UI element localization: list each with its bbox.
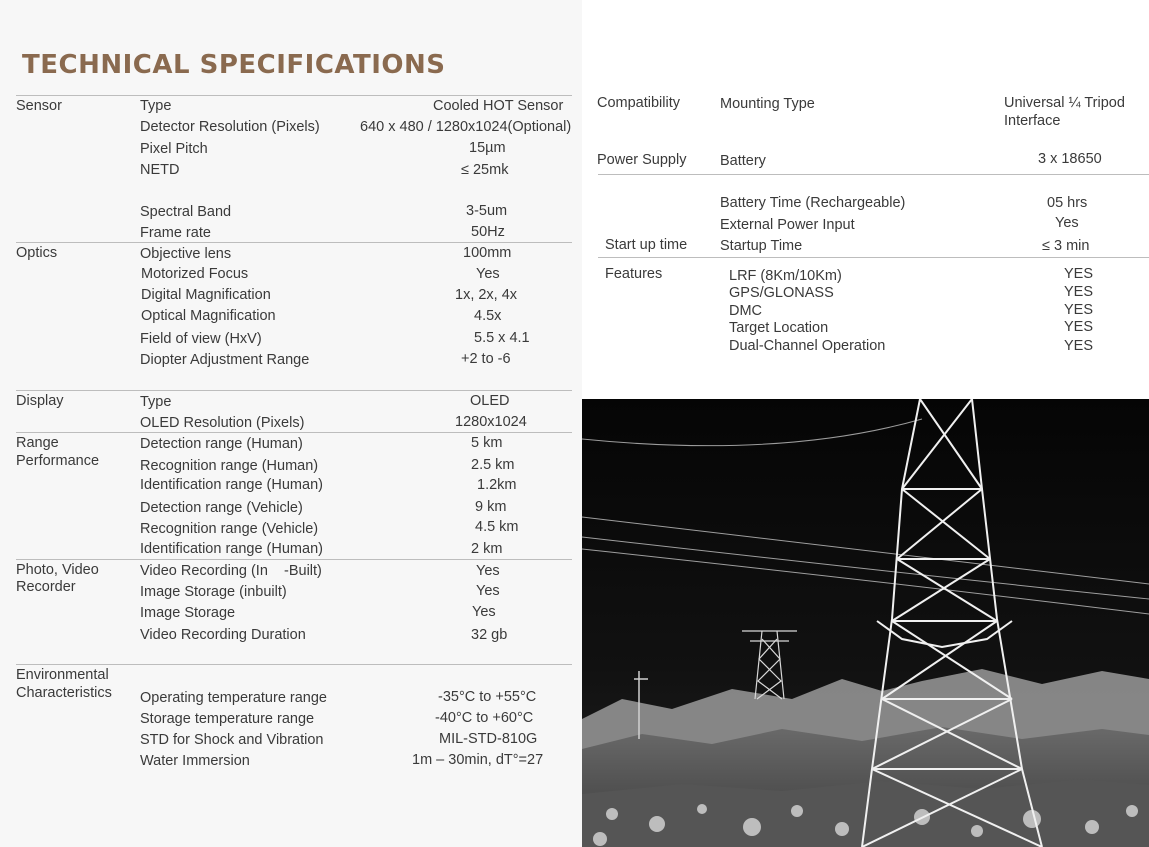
spec-value: YES bbox=[1064, 319, 1094, 335]
spec-label: Motorized Focus bbox=[141, 266, 249, 282]
spec-value: 4.5x bbox=[474, 308, 502, 324]
category-label: Start up time bbox=[605, 237, 688, 253]
spec-label: Diopter Adjustment Range bbox=[140, 352, 310, 368]
spec-value: 05 hrs bbox=[1047, 195, 1088, 211]
spec-value: 32 gb bbox=[471, 627, 508, 643]
category-label: Sensor bbox=[16, 98, 62, 114]
table-divider bbox=[16, 390, 572, 391]
category-label: Photo, Video bbox=[16, 562, 99, 578]
spec-label: Frame rate bbox=[140, 225, 211, 241]
spec-value: 2 km bbox=[471, 541, 503, 557]
spec-value: -35°C to +55°C bbox=[438, 689, 537, 705]
spec-label: Field of view (HxV) bbox=[140, 331, 262, 347]
spec-value: Yes bbox=[476, 563, 500, 579]
spec-label: External Power Input bbox=[720, 217, 855, 233]
spec-value: 50Hz bbox=[471, 224, 505, 240]
spec-value: YES bbox=[1064, 302, 1094, 318]
spec-label: Objective lens bbox=[140, 246, 232, 262]
category-label: Power Supply bbox=[597, 152, 687, 168]
spec-label: Detection range (Vehicle) bbox=[140, 500, 303, 516]
spec-value: 3 x 18650 bbox=[1038, 151, 1102, 167]
spec-value: Interface bbox=[1004, 113, 1061, 129]
spec-label: Detector Resolution (Pixels) bbox=[140, 119, 320, 135]
table-divider bbox=[16, 242, 572, 243]
spec-label: Image Storage bbox=[140, 605, 236, 621]
spec-label: Spectral Band bbox=[140, 204, 232, 220]
spec-label: Identification range (Human) bbox=[140, 477, 323, 493]
spec-value: 4.5 km bbox=[475, 519, 519, 535]
table-divider bbox=[16, 664, 572, 665]
thermal-scene-illustration bbox=[582, 399, 1149, 847]
spec-label: Image Storage (inbuilt) bbox=[140, 584, 287, 600]
category-label: Characteristics bbox=[16, 685, 112, 701]
spec-label: LRF (8Km/10Km) bbox=[729, 268, 842, 284]
table-divider bbox=[16, 95, 572, 96]
spec-value: YES bbox=[1064, 266, 1094, 282]
category-label: Optics bbox=[16, 245, 58, 261]
spec-value: Cooled HOT Sensor bbox=[433, 98, 564, 114]
spec-value: +2 to -6 bbox=[461, 351, 511, 367]
table-divider bbox=[598, 257, 1149, 258]
spec-value: YES bbox=[1064, 284, 1094, 300]
category-label: Features bbox=[605, 266, 663, 282]
spec-value: -40°C to +60°C bbox=[435, 710, 534, 726]
spec-label: Digital Magnification bbox=[141, 287, 271, 303]
spec-label: Pixel Pitch bbox=[140, 141, 208, 157]
spec-label: Recognition range (Vehicle) bbox=[140, 521, 319, 537]
spec-label: Mounting Type bbox=[720, 96, 815, 112]
spec-label: Video Recording (In -Built) bbox=[140, 563, 322, 579]
spec-value: MIL-STD-810G bbox=[439, 731, 538, 747]
spec-label: Optical Magnification bbox=[141, 308, 276, 324]
page-title: TECHNICAL SPECIFICATIONS bbox=[22, 50, 446, 80]
spec-label: DMC bbox=[729, 303, 763, 319]
spec-label: NETD bbox=[140, 162, 180, 178]
spec-label: Operating temperature range bbox=[140, 690, 327, 706]
spec-value: 15µm bbox=[469, 140, 506, 156]
spec-value: ≤ 25mk bbox=[461, 162, 509, 178]
spec-value: 5.5 x 4.1 bbox=[474, 330, 530, 346]
spec-label: Recognition range (Human) bbox=[140, 458, 319, 474]
table-divider bbox=[16, 432, 572, 433]
table-divider bbox=[16, 559, 572, 560]
spec-value: 640 x 480 / 1280x1024(Optional) bbox=[360, 119, 572, 135]
spec-label: GPS/GLONASS bbox=[729, 285, 834, 301]
spec-value: Yes bbox=[476, 266, 500, 282]
spec-label: Dual-Channel Operation bbox=[729, 338, 886, 354]
table-divider bbox=[598, 174, 1149, 175]
category-label: Performance bbox=[16, 453, 100, 469]
spec-value: 1.2km bbox=[477, 477, 517, 493]
spec-value: 9 km bbox=[475, 499, 507, 515]
spec-value: 3-5um bbox=[466, 203, 508, 219]
spec-label: Startup Time bbox=[720, 238, 803, 254]
spec-value: 5 km bbox=[471, 435, 503, 451]
thermal-image bbox=[582, 399, 1149, 847]
spec-label: STD for Shock and Vibration bbox=[140, 732, 324, 748]
spec-label: Battery bbox=[720, 153, 766, 169]
spec-value: ≤ 3 min bbox=[1042, 238, 1090, 254]
spec-value: Yes bbox=[1055, 215, 1079, 231]
spec-label: Identification range (Human) bbox=[140, 541, 323, 557]
spec-label: Type bbox=[140, 394, 172, 410]
spec-value: OLED bbox=[470, 393, 510, 409]
spec-label: Water Immersion bbox=[140, 753, 250, 769]
spec-label: Storage temperature range bbox=[140, 711, 315, 727]
spec-label: Video Recording Duration bbox=[140, 627, 306, 643]
category-label: Display bbox=[16, 393, 64, 409]
spec-value: 1m – 30min, dT°=27 bbox=[412, 752, 544, 768]
spec-label: Detection range (Human) bbox=[140, 436, 303, 452]
spec-label: Battery Time (Rechargeable) bbox=[720, 195, 906, 211]
spec-label: Type bbox=[140, 98, 172, 114]
category-label: Range bbox=[16, 435, 59, 451]
spec-label: Target Location bbox=[729, 320, 829, 336]
spec-value: Yes bbox=[476, 583, 500, 599]
spec-value: Universal ¼ Tripod bbox=[1004, 95, 1125, 111]
spec-value: Yes bbox=[472, 604, 496, 620]
spec-value: 1x, 2x, 4x bbox=[455, 287, 518, 303]
category-label: Recorder bbox=[16, 579, 76, 595]
category-label: Environmental bbox=[16, 667, 109, 683]
spec-value: 1280x1024 bbox=[455, 414, 527, 430]
spec-value: 2.5 km bbox=[471, 457, 515, 473]
spec-value: 100mm bbox=[463, 245, 512, 261]
spec-label: OLED Resolution (Pixels) bbox=[140, 415, 305, 431]
category-label: Compatibility bbox=[597, 95, 680, 111]
spec-value: YES bbox=[1064, 338, 1094, 354]
